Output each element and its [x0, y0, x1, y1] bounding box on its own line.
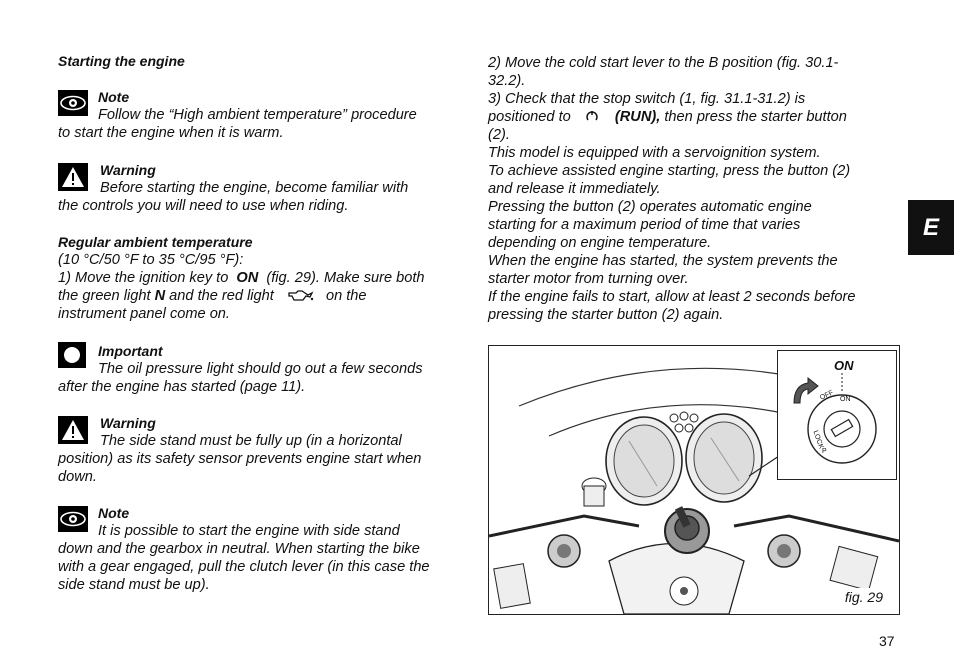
step-3	[488, 108, 902, 126]
right-column	[488, 54, 902, 324]
page-number: 37	[879, 633, 895, 649]
step-1-cont	[58, 287, 472, 305]
body-text: When the engine has started, the system prevents the	[488, 253, 838, 269]
important-text: The oil pressure light should go out a few seconds	[98, 361, 423, 377]
warning-text: Before starting the engine, become familiar with	[100, 180, 409, 196]
warning-block-1	[58, 161, 472, 215]
step-3-text: then press the starter button	[664, 109, 847, 125]
note-text: down and the gearbox in neutral. When starting the bike	[58, 541, 420, 557]
left-column	[58, 52, 472, 594]
body-text: and release it immediately.	[488, 181, 661, 197]
regular-temperature-block	[58, 233, 472, 323]
step-2: 2) Move the cold start lever to the B position (fig. 30.1-	[488, 55, 839, 71]
ignition-on-label: ON	[236, 270, 259, 286]
note-text: It is possible to start the engine with side stand	[98, 523, 400, 539]
body-text: pressing the starter button (2) again.	[488, 307, 724, 323]
note-title: Note	[98, 89, 130, 105]
note-block-1	[58, 88, 472, 142]
inset-p-label: P	[822, 448, 827, 455]
step-3: (2).	[488, 127, 510, 143]
step-3-text: positioned to	[488, 109, 571, 125]
eye-note-icon	[58, 90, 88, 116]
step-1-text: on the	[325, 288, 367, 304]
run-label: (RUN),	[614, 109, 661, 125]
important-block	[58, 342, 472, 396]
step-3: 3) Check that the stop switch (1, fig. 31.1-31.2) is	[488, 91, 806, 107]
body-text: depending on engine temperature.	[488, 235, 712, 251]
important-title: Important	[98, 343, 163, 359]
note-title: Note	[98, 505, 130, 521]
warning-triangle-icon	[58, 416, 88, 444]
step-2: 32.2).	[488, 73, 526, 89]
body-text: If the engine fails to start, allow at least 2 seconds before	[488, 289, 856, 305]
inset-on-small-label: ON	[840, 396, 851, 403]
step-1-text: the green light	[58, 288, 151, 304]
warning-block-2	[58, 414, 472, 486]
warning-text: position) as its safety sensor prevents engine start when	[58, 451, 422, 467]
run-switch-icon	[581, 109, 607, 123]
step-1-text: and the red light	[169, 288, 274, 304]
warning-text: The side stand must be fully up (in a horizontal	[100, 433, 402, 449]
eye-note-icon	[58, 506, 88, 532]
section-tab-e: E	[908, 200, 954, 255]
subsection-title: Regular ambient temperature	[58, 234, 253, 250]
body-text: starter motor from turning over.	[488, 271, 689, 287]
warning-triangle-icon	[58, 163, 88, 191]
section-title: Starting the engine	[58, 53, 185, 69]
body-text: This model is equipped with a servoignition system.	[488, 145, 821, 161]
figure-caption: fig. 29	[844, 589, 883, 605]
ignition-switch-inset	[777, 350, 897, 480]
figure-29	[488, 345, 900, 615]
important-text: after the engine has started (page 11).	[58, 379, 306, 395]
note-block-2	[58, 504, 472, 594]
body-text: starting for a maximum period of time that varies	[488, 217, 801, 233]
note-text: Follow the “High ambient temperature” procedure	[98, 107, 417, 123]
temp-range: (10 °C/50 °F to 35 °C/95 °F):	[58, 252, 244, 268]
warning-text: down.	[58, 469, 97, 485]
body-text: To achieve assisted engine starting, press the button (2)	[488, 163, 851, 179]
step-1	[58, 269, 472, 287]
inset-lock-label: LOCK	[811, 429, 825, 450]
neutral-light-label: N	[154, 288, 166, 304]
warning-title: Warning	[100, 415, 156, 431]
important-dot-icon	[58, 342, 86, 368]
step-1-text: 1) Move the ignition key to	[58, 270, 229, 286]
warning-title: Warning	[100, 162, 156, 178]
body-text: Pressing the button (2) operates automatic engine	[488, 199, 812, 215]
note-text: side stand must be up).	[58, 577, 210, 593]
step-1-text: (fig. 29). Make sure both	[266, 270, 425, 286]
inset-on-label: ON	[834, 358, 854, 373]
step-1-text: instrument panel come on.	[58, 306, 230, 322]
note-text: to start the engine when it is warm.	[58, 125, 284, 141]
oil-pressure-icon	[286, 288, 316, 302]
warning-text: the controls you will need to use when riding.	[58, 198, 349, 214]
inset-off-label: OFF	[818, 389, 835, 402]
note-text: with a gear engaged, pull the clutch lever (in this case the	[58, 559, 430, 575]
